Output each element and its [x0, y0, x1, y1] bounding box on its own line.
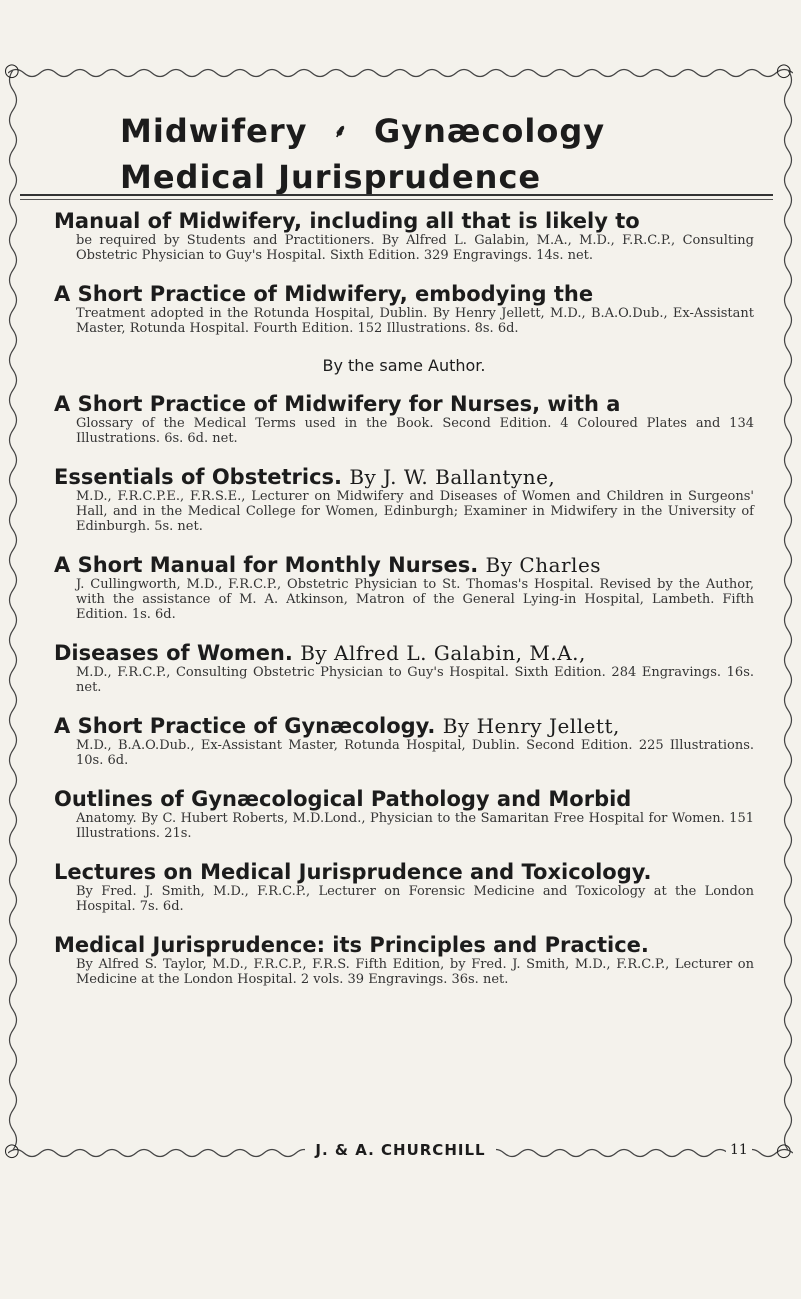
book-description: M.D., F.R.C.P., Consulting Obstetric Physician to Guy's Hospital. Sixth Edition. 284 Engravings. 16s. net.	[76, 665, 754, 695]
book-entry	[54, 466, 754, 534]
book-title: Lectures on Medical Jurisprudence and Toxicology.	[54, 860, 652, 884]
book-author: By J. W. Ballantyne,	[349, 465, 556, 489]
right-wavy-border	[781, 70, 795, 1150]
footer	[0, 1141, 801, 1159]
book-description: be required by Students and Practitioners. By Alfred L. Galabin, M.A., M.D., F.R.C.P., Consulting Obstetric Physician to Guy's Hospital. Sixth Edition. 329 Engravings. 14s. net.	[76, 233, 754, 263]
book-title: Medical Jurisprudence: its Principles and Practice.	[54, 933, 649, 957]
book-description: Glossary of the Medical Terms used in the Book. Second Edition. 4 Coloured Plates and 134 Illustrations. 6s. 6d. net.	[76, 416, 754, 446]
corner-ring-icon: ○	[4, 1140, 20, 1161]
page-number: 11	[726, 1142, 752, 1158]
book-entry	[54, 861, 754, 914]
corner-ring-icon: ○	[4, 60, 20, 81]
heading-rule	[20, 194, 773, 196]
heading-gynaecology: Gynæcology	[374, 112, 606, 150]
book-title: A Short Practice of Midwifery, embodying the	[54, 282, 594, 306]
book-entry	[54, 715, 754, 768]
book-title: A Short Practice of Gynæcology.	[54, 714, 436, 738]
left-wavy-border	[6, 70, 20, 1150]
top-wavy-border	[8, 66, 793, 80]
book-description: Anatomy. By C. Hubert Roberts, M.D.Lond., Physician to the Samaritan Free Hospital for Women. 151 Illustrations. 21s.	[76, 811, 754, 841]
book-description: Treatment adopted in the Rotunda Hospital, Dublin. By Henry Jellett, M.D., B.A.O.Dub., Ex-Assistant Master, Rotunda Hospital. Fourth Edition. 152 Illustrations. 8s. 6d.	[76, 306, 754, 336]
book-entry	[54, 554, 754, 622]
book-title: Outlines of Gynæcological Pathology and Morbid	[54, 787, 632, 811]
book-author: By Charles	[485, 553, 602, 577]
heading-medical-jurisprudence: Medical Jurisprudence	[120, 158, 542, 196]
book-author: By Henry Jellett,	[442, 714, 620, 738]
corner-ring-icon: ○	[776, 1140, 792, 1161]
book-description: M.D., F.R.C.P.E., F.R.S.E., Lecturer on Midwifery and Diseases of Women and Children in Surgeons' Hall, and in the Medical College for Women, Edinburgh; Examiner in Midwifery in the University of Edinburgh. 5s. net.	[76, 489, 754, 534]
book-title: A Short Practice of Midwifery for Nurses, with a	[54, 392, 621, 416]
book-author: By Alfred L. Galabin, M.A.,	[300, 641, 586, 665]
book-entry	[54, 210, 754, 263]
book-title: A Short Manual for Monthly Nurses.	[54, 553, 479, 577]
book-title: Diseases of Women.	[54, 641, 293, 665]
same-author-note: By the same Author.	[322, 356, 486, 375]
book-entry	[54, 283, 754, 336]
book-entry	[54, 642, 754, 695]
heading-rule-thin	[20, 199, 773, 200]
book-description: J. Cullingworth, M.D., F.R.C.P., Obstetric Physician to St. Thomas's Hospital. Revised by the Author, with the assistance of M. A. Atkinson, Matron of the General Lying-in Hospital, Lambeth. Fifth Edition. 1s. 6d.	[76, 577, 754, 622]
heading-midwifery: Midwifery	[120, 112, 308, 150]
corner-ring-icon: ○	[776, 60, 792, 81]
book-entry	[54, 393, 754, 446]
book-description: By Alfred S. Taylor, M.D., F.R.C.P., F.R.S. Fifth Edition, by Fred. J. Smith, M.D., F.R.C.P., Lecturer on Medicine at the London Hospital. 2 vols. 39 Engravings. 36s. net.	[76, 957, 754, 987]
book-list	[54, 210, 754, 1007]
book-description: M.D., B.A.O.Dub., Ex-Assistant Master, Rotunda Hospital, Dublin. Second Edition. 225 Illustrations. 10s. 6d.	[76, 738, 754, 768]
ornament-icon: ⸙	[333, 121, 349, 142]
publisher-name: J. & A. CHURCHILL	[305, 1141, 495, 1159]
book-title: Essentials of Obstetrics.	[54, 465, 343, 489]
book-title: Manual of Midwifery, including all that is likely to	[54, 209, 640, 233]
book-entry	[54, 934, 754, 987]
page-heading	[120, 112, 720, 196]
heading-line-1	[120, 112, 720, 150]
book-entry	[54, 788, 754, 841]
book-description: By Fred. J. Smith, M.D., F.R.C.P., Lecturer on Forensic Medicine and Toxicology at the London Hospital. 7s. 6d.	[76, 884, 754, 914]
